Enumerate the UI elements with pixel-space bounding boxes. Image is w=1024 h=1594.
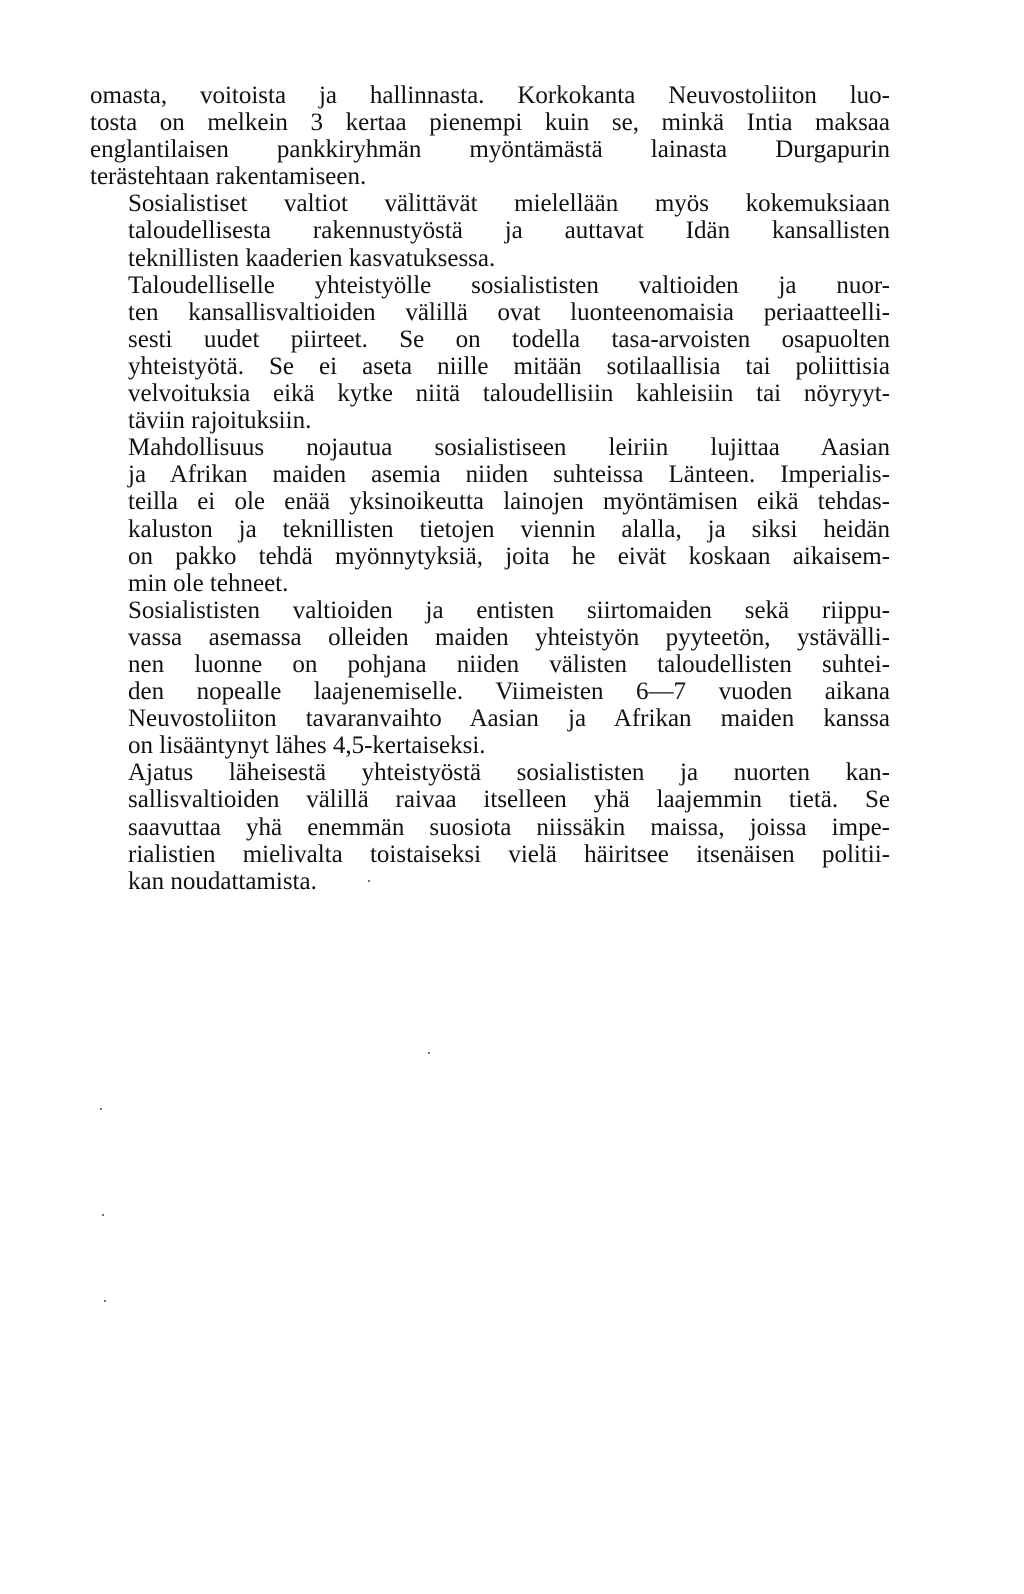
text-line: Mahdollisuus nojautua sosialistiseen leiriin lujittaa Aasian: [128, 434, 890, 462]
text-line: terästehtaan rakentamiseen.: [90, 163, 367, 191]
text-line: on lisääntynyt lähes 4,5-kertaiseksi.: [128, 732, 486, 760]
text-line: ten kansallisvaltioiden välillä ovat luonteenomaisia periaatteelli-: [128, 298, 890, 326]
text-line: tosta on melkein 3 kertaa pienempi kuin se, minkä Intia maksaa: [90, 109, 890, 137]
text-line: taloudellisesta rakennustyöstä ja auttavat Idän kansallisten: [128, 217, 890, 245]
scan-speck: [368, 880, 370, 882]
text-line: min ole tehneet.: [128, 569, 289, 597]
text-line: Taloudelliselle yhteistyölle sosialististen valtioiden ja nuor-: [128, 271, 890, 299]
text-line: englantilaisen pankkiryhmän myöntämästä lainasta Durgapurin: [90, 136, 890, 164]
text-line: omasta, voitoista ja hallinnasta. Korkokanta Neuvostoliiton luo-: [90, 82, 890, 109]
text-line: Ajatus läheisestä yhteistyöstä sosialististen ja nuorten kan-: [128, 759, 890, 787]
text-line: saavuttaa yhä enemmän suosiota niissäkin maissa, joissa impe-: [128, 813, 890, 841]
text-line: den nopealle laajenemiselle. Viimeisten 6—7 vuoden aikana: [128, 678, 890, 706]
text-line: kan noudattamista.: [128, 867, 317, 895]
body-text: [90, 82, 890, 895]
paragraph: [90, 597, 890, 760]
scan-speck: [104, 1300, 106, 1302]
text-line: sesti uudet piirteet. Se on todella tasa-arvoisten osapuolten: [128, 325, 890, 353]
text-line: Neuvostoliiton tavaranvaihto Aasian ja Afrikan maiden kanssa: [128, 705, 890, 733]
paragraph: [90, 190, 890, 271]
scan-speck: [100, 1108, 102, 1110]
text-line: velvoituksia eikä kytke niitä taloudellisiin kahleisiin tai nöyryyt-: [128, 380, 890, 408]
scan-speck: [428, 1052, 430, 1054]
paragraph: [90, 434, 890, 597]
text-line: teilla ei ole enää yksinoikeutta lainojen myöntämisen eikä tehdas-: [128, 488, 890, 516]
text-line: kaluston ja teknillisten tietojen viennin alalla, ja siksi heidän: [128, 515, 890, 543]
paragraph: [90, 82, 890, 190]
text-line: sallisvaltioiden välillä raivaa itselleen yhä laajemmin tietä. Se: [128, 786, 890, 814]
text-line: vassa asemassa olleiden maiden yhteistyön pyyteetön, ystävälli-: [128, 623, 890, 651]
paragraph: [90, 759, 890, 894]
text-line: ja Afrikan maiden asemia niiden suhteissa Länteen. Imperialis-: [128, 461, 890, 489]
text-line: on pakko tehdä myönnytyksiä, joita he eivät koskaan aikaisem-: [128, 542, 890, 570]
text-line: teknillisten kaaderien kasvatuksessa.: [128, 244, 496, 272]
text-line: nen luonne on pohjana niiden välisten taloudellisten suhtei-: [128, 650, 890, 678]
text-line: täviin rajoituksiin.: [128, 407, 312, 435]
text-line: Sosialististen valtioiden ja entisten siirtomaiden sekä riippu-: [128, 596, 890, 624]
text-line: rialistien mielivalta toistaiseksi vielä häiritsee itsenäisen politii-: [128, 840, 890, 868]
text-line: Sosialistiset valtiot välittävät mielellään myös kokemuksiaan: [128, 190, 890, 218]
scan-speck: [102, 1214, 104, 1216]
text-line: yhteistyötä. Se ei aseta niille mitään sotilaallisia tai poliittisia: [128, 352, 890, 380]
paragraph: [90, 272, 890, 435]
